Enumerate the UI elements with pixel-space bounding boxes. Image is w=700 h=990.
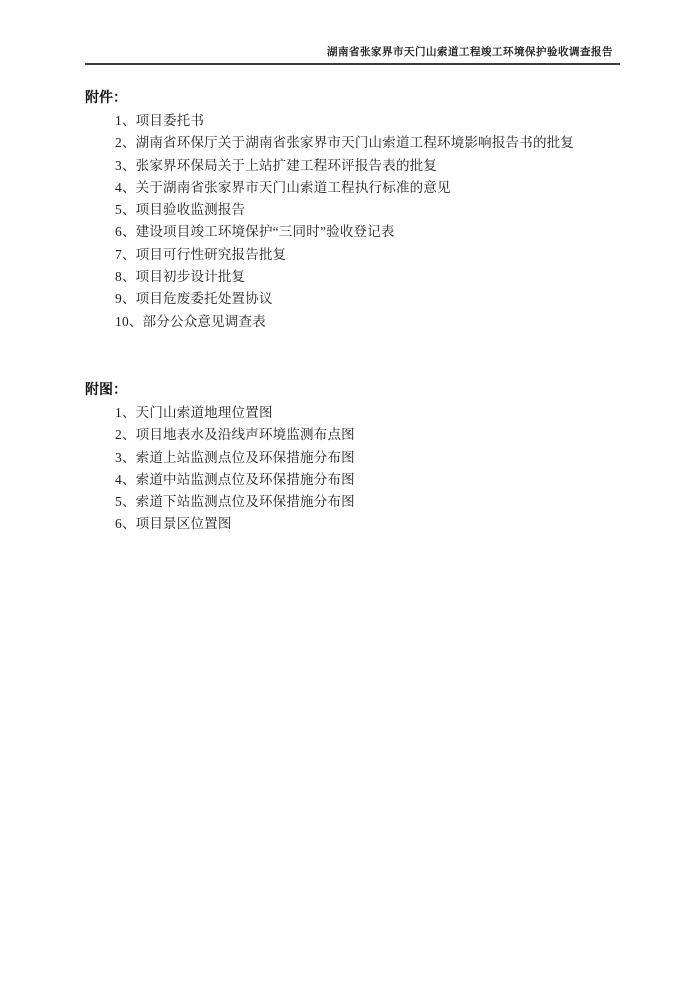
figures-list: [85, 402, 630, 536]
figure-item: 5、索道下站监测点位及环保措施分布图: [115, 494, 355, 510]
attachment-item: 5、项目验收监测报告: [115, 202, 246, 218]
attachment-item: 10、部分公众意见调查表: [115, 313, 266, 329]
attachment-item: 7、项目可行性研究报告批复: [115, 246, 287, 262]
attachment-item: 9、项目危废委托处置协议: [115, 291, 273, 307]
page-header: [85, 44, 620, 65]
figure-item: 3、索道上站监测点位及环保措施分布图: [115, 449, 355, 465]
figure-item: 4、索道中站监测点位及环保措施分布图: [115, 471, 355, 487]
figure-item: 1、天门山索道地理位置图: [115, 404, 273, 420]
attachments-list: [85, 110, 630, 333]
attachment-item: 3、张家界环保局关于上站扩建工程环评报告表的批复: [115, 157, 438, 173]
figure-item: 6、项目景区位置图: [115, 516, 232, 532]
attachment-item: 6、建设项目竣工环境保护“三同时”验收登记表: [115, 224, 395, 240]
figures-section: [85, 380, 630, 536]
page-content: [85, 88, 630, 536]
attachment-item: 4、关于湖南省张家界市天门山索道工程执行标准的意见: [115, 179, 451, 195]
figure-item: 2、项目地表水及沿线声环境监测布点图: [115, 427, 355, 443]
figures-heading: 附图：: [85, 382, 127, 398]
attachment-item: 8、项目初步设计批复: [115, 269, 246, 285]
attachments-heading: 附件：: [85, 91, 127, 106]
running-header-title: 湖南省张家界市天门山索道工程竣工环境保护验收调查报告: [327, 47, 613, 58]
attachment-item: 2、湖南省环保厅关于湖南省张家界市天门山索道工程环境影响报告书的批复: [115, 135, 575, 151]
attachments-section: [85, 88, 630, 333]
attachment-item: 1、项目委托书: [115, 113, 205, 128]
